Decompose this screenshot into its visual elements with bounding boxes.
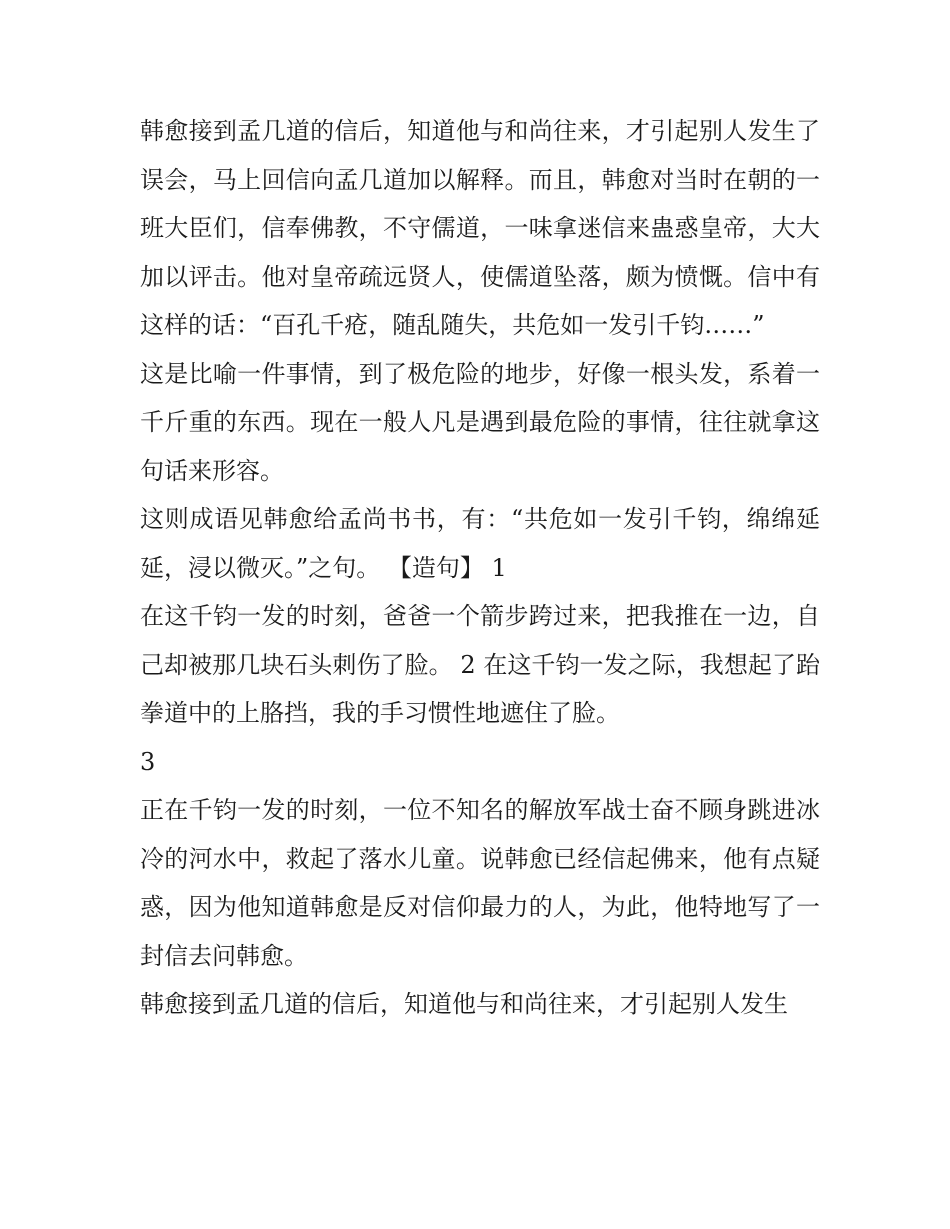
paragraph-6: 正在千钧一发的时刻，一位不知名的解放军战士奋不顾身跳进冰冷的河水中，救起了落水儿童。说韩愈已经信起佛来，他有点疑惑，因为他知道韩愈是反对信仰最力的人，为此，他特地写了一封信去问韩愈。 <box>140 796 820 970</box>
paragraph-1: 韩愈接到孟几道的信后，知道他与和尚往来，才引起别人发生了误会，马上回信向孟几道加以解释。而且，韩愈对当时在朝的一班大臣们，信奉佛教，不守儒道，一味拿迷信来蛊惑皇帝，大大加以评击。他对皇帝疏远贤人，使儒道坠落，颇为愤慨。信中有这样的话：“百孔千疮，随乱随失，共危如一发引千钧……” <box>140 117 820 339</box>
paragraph-2: 这是比喻一件事情，到了极危险的地步，好像一根头发，系着一千斤重的东西。现在一般人凡是遇到最危险的事情，往往就拿这句话来形容。 <box>140 359 820 485</box>
paragraph-3: 这则成语见韩愈给孟尚书书，有：“共危如一发引千钧，绵绵延延，浸以微灭。”之句。 【造句】 1 <box>140 505 820 582</box>
paragraph-7: 韩愈接到孟几道的信后，知道他与和尚往来，才引起别人发生 <box>140 990 788 1018</box>
document-body <box>140 107 820 1029</box>
paragraph-5: 3 <box>140 747 156 776</box>
paragraph-4: 在这千钧一发的时刻，爸爸一个箭步跨过来，把我推在一边，自己却被那几块石头刺伤了脸。 2 在这千钧一发之际，我想起了跆拳道中的上胳挡，我的手习惯性地遮住了脸。 <box>140 602 820 727</box>
